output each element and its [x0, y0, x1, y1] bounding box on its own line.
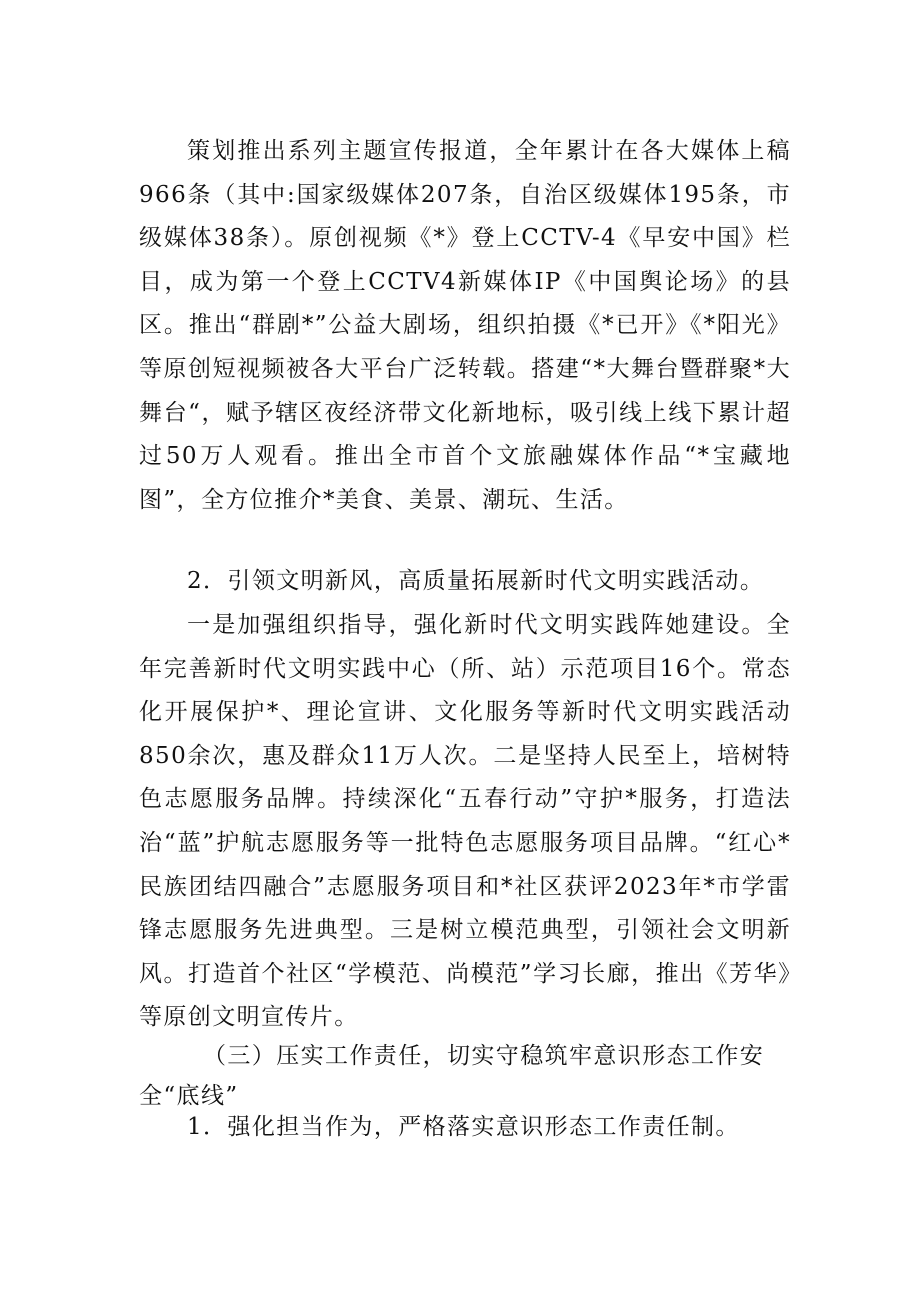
subheading-civilization: 2．引领文明新风，高质量拓展新时代文明实践活动。 [187, 568, 765, 594]
paragraph-civilization-practice: 一是加强组织指导，强化新时代文明实践阵她建设。全年完善新时代文明实践中心（所、站）示范项目16个。常态化开展保护*、理论宣讲、文化服务等新时代文明实践活动850余次，惠及群众11万人次。二是坚持人民至上，培树特色志愿服务品牌。持续深化“五春行动”守护*服务，打造法治“蓝”护航志愿服务等一批特色志愿服务项目品牌。“红心*民族团结四融合”志愿服务项目和*社区获评2023年*市学雷锋志愿服务先进典型。三是树立模范典型，引领社会文明新风。打造首个社区“学模范、尚模范”学习长廊，推出《芳华》等原创文明宣传片。 [139, 612, 791, 1031]
section-heading-responsibility: （三）压实工作责任，切实守稳筑牢意识形态工作安全“底线” [139, 1043, 765, 1109]
paragraph-media-publicity: 策划推出系列主题宣传报道，全年累计在各大媒体上稿966条（其中:国家级媒体207条，自治区级媒体195条，市级媒体38条）。原创视频《*》登上CCTV-4《早安中国》栏目，成为第一个登上CCTV4新媒体IP《中国舆论场》的县区。推出“群剧*”公益大剧场，组织拍摄《*已开》《*阳光》等原创短视频被各大平台广泛转载。搭建“*大舞台暨群聚*大舞台“，赋予辖区夜经济带文化新地标，吸引线上线下累计超过50万人观看。推出全市首个文旅融媒体作品“*宝藏地图”，全方位推介*美食、美景、潮玩、生活。 [139, 138, 791, 513]
subheading-responsibility-system: 1．强化担当作为，严格落实意识形态工作责任制。 [187, 1114, 740, 1140]
